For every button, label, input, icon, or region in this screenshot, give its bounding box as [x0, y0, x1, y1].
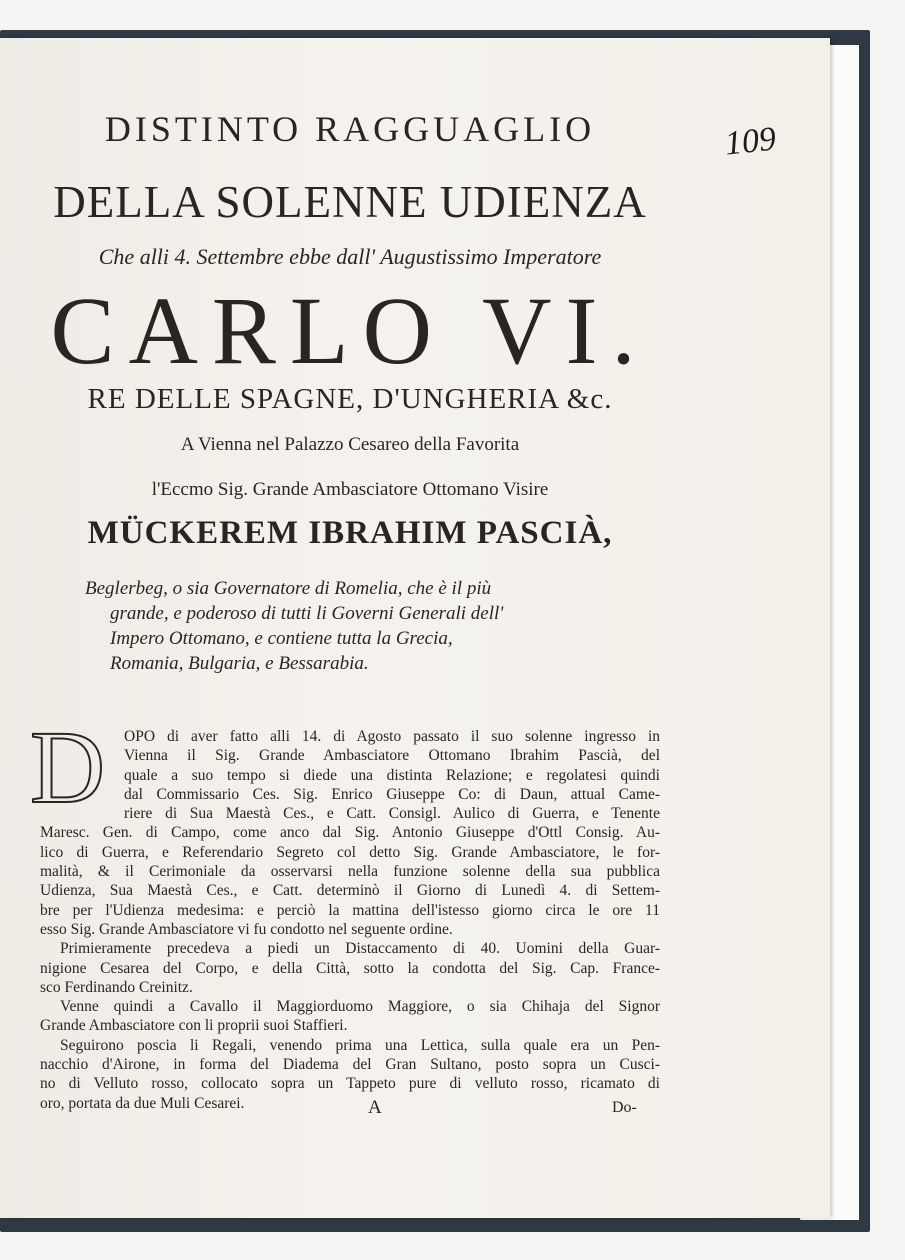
body-line: Seguirono poscia li Regali, venendo prima una Lettica, sulla quale era un Pen- — [60, 1036, 660, 1054]
title-ambassador-name: MÜCKEREM IBRAHIM PASCIÀ, — [87, 515, 613, 551]
body-line: no di Velluto rosso, collocato sopra un Tappeto pure di velluto rosso, ricamato di — [40, 1075, 660, 1093]
body-line: oro, portata da due Muli Cesarei. — [40, 1094, 245, 1112]
body-line: Vienna il Sig. Grande Ambasciatore Ottomano Ibrahim Pascià, del — [124, 747, 660, 765]
handwritten-folio-number: 109 — [723, 120, 778, 163]
body-line: riere di Sua Maestà Ces., e Catt. Consigl. Aulico di Guerra, e Tenente — [124, 805, 660, 823]
body-line: sco Ferdinando Creinitz. — [40, 978, 193, 996]
subtitle-line: grande, e poderoso di tutti li Governi Generali dell' — [110, 603, 504, 624]
signature-mark: A — [368, 1097, 382, 1118]
body-line: OPO di aver fatto alli 14. di Agosto passato il suo solenne ingresso in — [124, 728, 660, 745]
drop-cap: D — [30, 710, 106, 825]
subtitle-line: Beglerbeg, o sia Governatore di Romelia, che è il più — [85, 578, 492, 599]
title-line-5: RE DELLE SPAGNE, D'UNGHERIA &c. — [87, 383, 613, 415]
body-line: Udienza, Sua Maestà Ces., e Catt. determinò il Giorno di Lunedì 4. di Settem- — [40, 882, 660, 900]
title-emperor-name: CARLO VI. — [50, 277, 650, 384]
body-line: Maresc. Gen. di Campo, come anco dal Sig. Antonio Giuseppe d'Ottl Consig. Au- — [40, 824, 660, 842]
body-line: nacchio d'Airone, in forma del Diadema del Gran Sultano, posto sopra un Cusci- — [40, 1056, 660, 1074]
body-line: malità, & il Cerimoniale da osservarsi nella funzione solenne della sua pubblica — [40, 863, 660, 881]
title-line-1: DISTINTO RAGGUAGLIO — [104, 109, 596, 149]
subtitle-line: Impero Ottomano, e contiene tutta la Grecia, — [110, 628, 453, 649]
body-text — [40, 727, 660, 1113]
body-line: dal Commissario Ces. Sig. Enrico Giuseppe Co: di Daun, attual Came- — [124, 785, 660, 803]
body-line: lico di Guerra, e Referendario Segreto col detto Sig. Grande Ambasciatore, le for- — [40, 843, 660, 861]
title-line-2: DELLA SOLENNE UDIENZA — [53, 177, 647, 227]
body-line: bre per l'Udienza medesima: e perciò la mattina dell'istesso giorno circa le ore 11 — [40, 901, 660, 919]
title-line-3: Che alli 4. Settembre ebbe dall' Augustissimo Imperatore — [98, 244, 602, 269]
body-line: quale a suo tempo si diede una distinta Relazione; e regolatesi quindi — [124, 766, 660, 784]
title-line-6: A Vienna nel Palazzo Cesareo della Favorita — [180, 434, 520, 455]
body-line: esso Sig. Grande Ambasciatore vi fu condotto nel seguente ordine. — [40, 920, 453, 938]
subtitle-line: Romania, Bulgaria, e Bessarabia. — [110, 653, 369, 674]
title-line-7: l'Eccmo Sig. Grande Ambasciatore Ottomano Visire — [151, 479, 549, 500]
body-line: Venne quindi a Cavallo il Maggiorduomo Maggiore, o sia Chihaja del Signor — [60, 998, 660, 1016]
body-line: Primieramente precedeva a piedi un Distaccamento di 40. Uomini della Guar- — [60, 940, 660, 958]
body-line: nigione Cesarea del Corpo, e della Città, sotto la condotta del Sig. Cap. France- — [40, 959, 660, 977]
body-line: Grande Ambasciatore con li proprii suoi Staffieri. — [40, 1017, 348, 1035]
catchword: Do- — [612, 1099, 637, 1116]
